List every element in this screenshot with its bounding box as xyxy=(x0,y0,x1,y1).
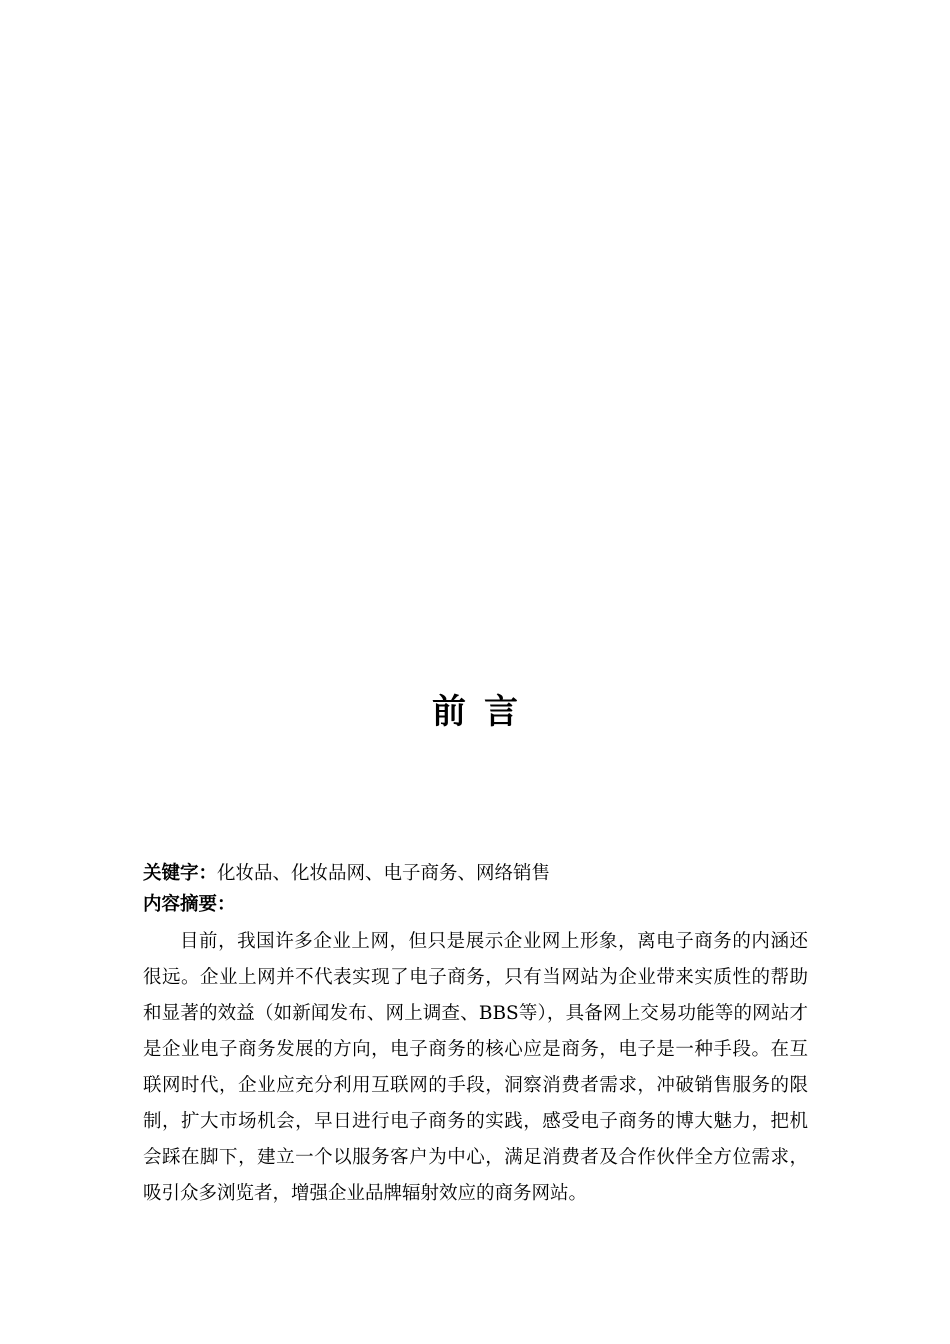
keywords-line xyxy=(143,858,808,889)
keywords-label: 关键字： xyxy=(143,863,218,884)
abstract-paragraph: 目前，我国许多企业上网，但只是展示企业网上形象，离电子商务的内涵还很远。企业上网并不代表实现了电子商务，只有当网站为企业带来实质性的帮助和显著的效益（如新闻发布、网上调查、BBS等），具备网上交易功能等的网站才是企业电子商务发展的方向，电子商务的核心应是商务，电子是一种手段。在互联网时代，企业应充分利用互联网的手段，洞察消费者需求，冲破销售服务的限制，扩大市场机会，早日进行电子商务的实践，感受电子商务的博大魅力，把机会踩在脚下，建立一个以服务客户为中心，满足消费者及合作伙伴全方位需求，吸引众多浏览者，增强企业品牌辐射效应的商务网站。 xyxy=(143,931,808,1204)
document-content xyxy=(143,858,808,1212)
keywords-value: 化妆品、化妆品网、电子商务、网络销售 xyxy=(217,863,551,884)
page-title: 前言 xyxy=(432,692,536,732)
abstract-label-line xyxy=(143,889,808,920)
abstract-label: 内容摘要： xyxy=(143,894,236,915)
